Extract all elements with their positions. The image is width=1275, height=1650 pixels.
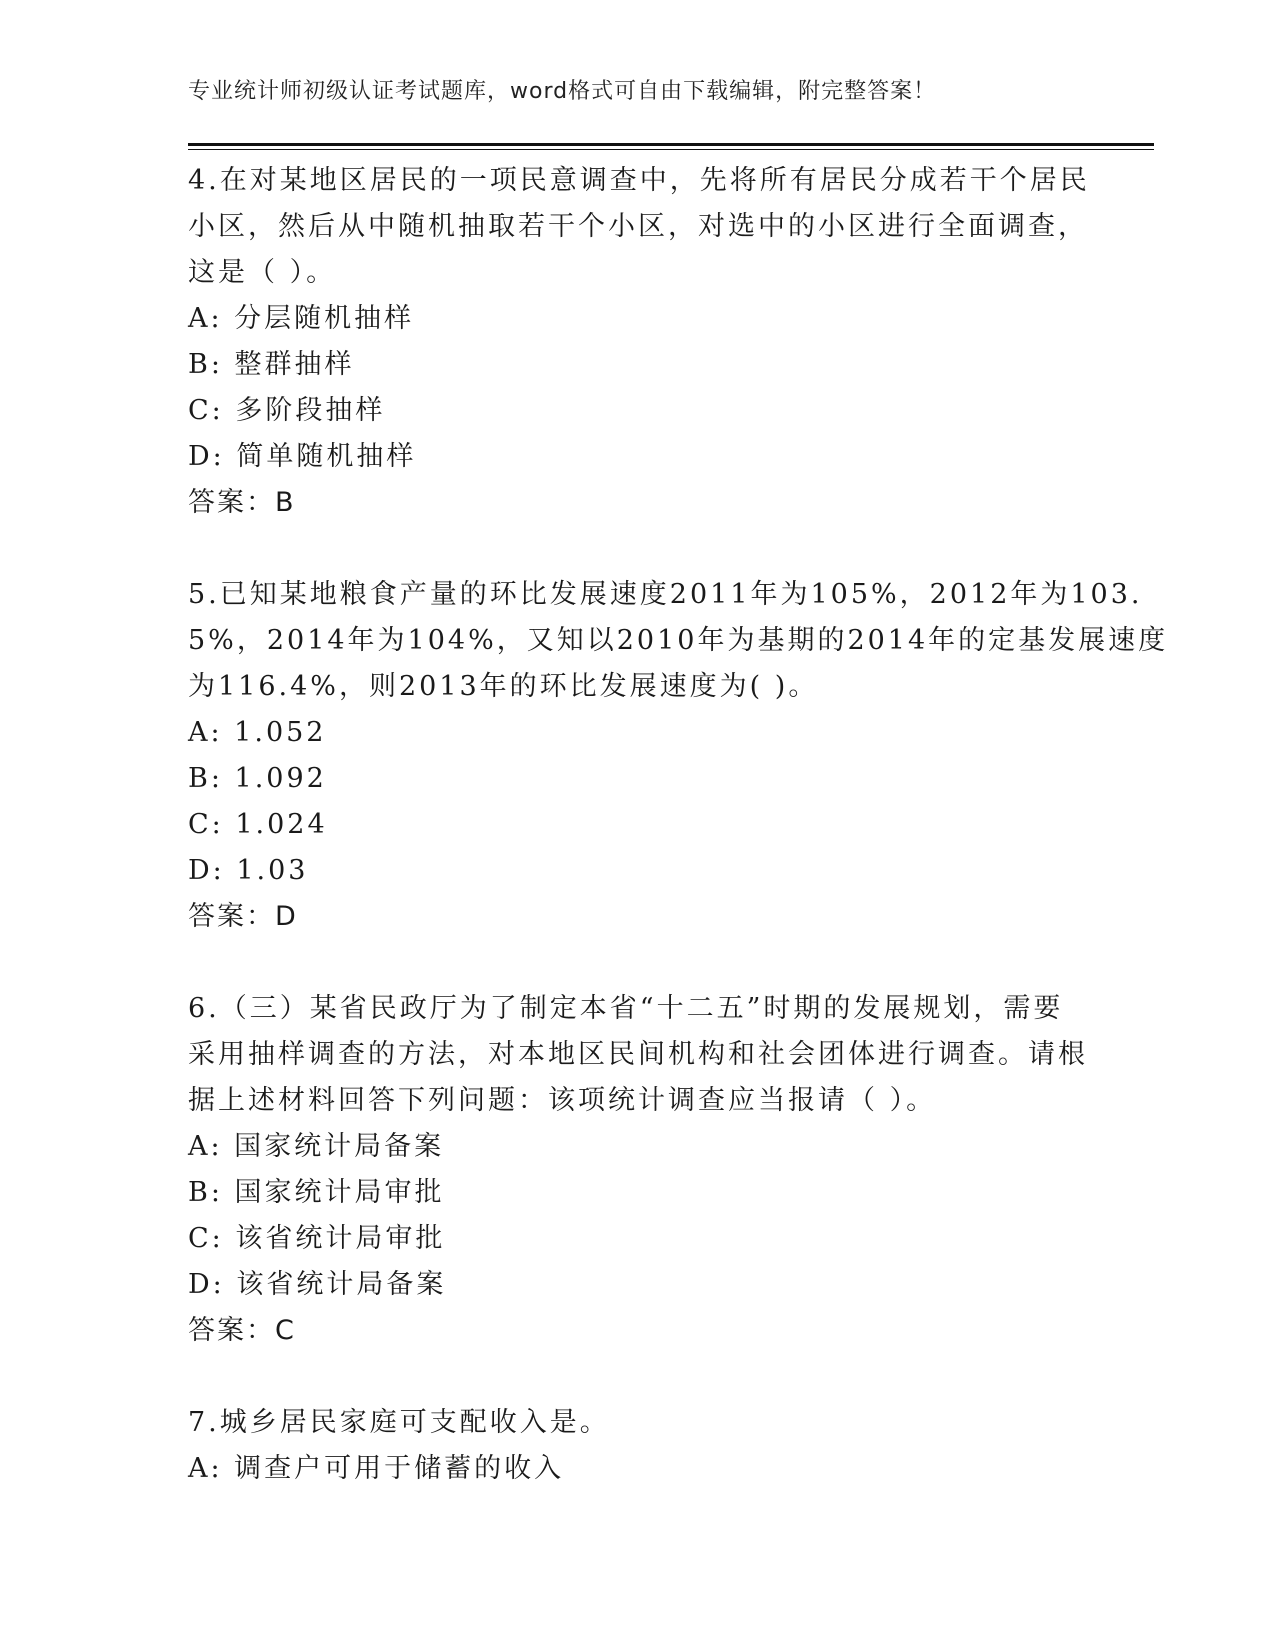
option-d: D: 简单随机抽样 [188,441,417,472]
question-stem-line: 据上述材料回答下列问题：该项统计调查应当报请（ ）。 [188,1085,937,1116]
page-header: 专业统计师初级认证考试题库，word格式可自由下载编辑，附完整答案！ [188,79,937,104]
question-stem-line: 为116.4%，则2013年的环比发展速度为( )。 [188,671,819,702]
option-b: B: 整群抽样 [188,349,355,380]
option-c: C: 多阶段抽样 [188,395,386,426]
answer-label: 答案：D [188,901,298,932]
question-4 [188,158,1088,526]
option-d: D: 该省统计局备案 [188,1269,447,1300]
question-6 [188,986,1088,1354]
option-c: C: 1.024 [188,809,328,840]
question-7 [188,1400,1088,1492]
question-stem-line: 小区，然后从中随机抽取若干个小区，对选中的小区进行全面调查， [188,211,1088,242]
option-d: D: 1.03 [188,855,309,886]
question-stem-line: 4.在对某地区居民的一项民意调查中，先将所有居民分成若干个居民 [188,165,1090,196]
option-a: A: 国家统计局备案 [188,1131,445,1162]
option-a: A: 1.052 [188,717,327,748]
question-stem-line: 采用抽样调查的方法，对本地区民间机构和社会团体进行调查。请根 [188,1039,1088,1070]
question-stem-line: 7.城乡居民家庭可支配收入是。 [188,1407,610,1438]
option-a: A: 分层随机抽样 [188,303,415,334]
header-rule-thick [188,143,1154,146]
option-b: B: 1.092 [188,763,327,794]
answer-label: 答案：B [188,487,296,518]
question-stem-line: 5%，2014年为104%，又知以2010年为基期的2014年的定基发展速度 [188,625,1169,656]
answer-label: 答案：C [188,1315,296,1346]
option-a: A: 调查户可用于储蓄的收入 [188,1453,565,1484]
question-stem-line: 这是（ ）。 [188,257,337,288]
option-b: B: 国家统计局审批 [188,1177,445,1208]
question-5 [188,572,1169,940]
question-stem-line: 6.（三）某省民政厅为了制定本省“十二五”时期的发展规划，需要 [188,993,1064,1024]
option-c: C: 该省统计局审批 [188,1223,446,1254]
question-list [188,158,1169,1492]
question-stem-line: 5.已知某地粮食产量的环比发展速度2011年为105%，2012年为103. [188,579,1143,610]
header-rule-thin [188,149,1154,150]
